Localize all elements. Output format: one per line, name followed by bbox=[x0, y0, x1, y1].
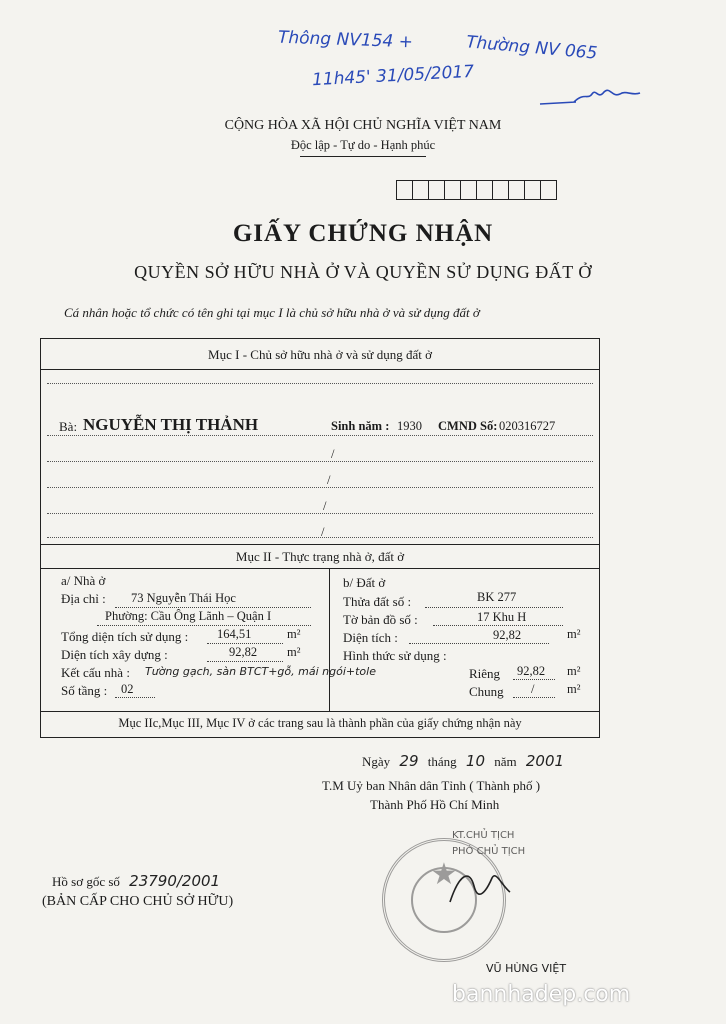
blank-slash: / bbox=[323, 499, 327, 513]
section-2-heading: Mục II - Thực trạng nhà ở, đất ở bbox=[235, 549, 405, 564]
land-title: b/ Đất ở bbox=[343, 575, 386, 590]
land-area-value: 92,82 bbox=[493, 628, 522, 642]
shared-label: Chung bbox=[469, 684, 504, 699]
land-area-unit: m² bbox=[567, 627, 581, 641]
blank-slash: / bbox=[321, 525, 325, 539]
blank-slash: / bbox=[331, 447, 335, 461]
total-area-value: 164,51 bbox=[217, 627, 252, 641]
handwritten-scribble-icon bbox=[536, 84, 646, 110]
position-1: KT.CHỦ TỊCH bbox=[452, 830, 515, 841]
parcel-label: Thửa đất số : bbox=[343, 594, 412, 609]
structure-value: Tường gạch, sàn BTCT+gỗ, mái ngói+tole bbox=[145, 665, 376, 678]
birth-year: 1930 bbox=[397, 419, 422, 433]
document-subtitle: QUYỀN SỞ HỮU NHÀ Ở VÀ QUYỀN SỬ DỤNG ĐẤT Ở bbox=[134, 262, 592, 282]
land-area-label: Diện tích : bbox=[343, 630, 398, 645]
handwritten-timestamp: 11h45' 31/05/2017 bbox=[311, 61, 475, 91]
structure-label: Kết cấu nhà : bbox=[61, 665, 130, 680]
build-area-value: 92,82 bbox=[229, 645, 258, 659]
blank-slash: / bbox=[327, 473, 331, 487]
date-year: 2001 bbox=[525, 752, 565, 770]
private-unit: m² bbox=[567, 664, 581, 678]
motto-underline bbox=[300, 156, 426, 157]
signer-name: VŨ HÙNG VIỆT bbox=[486, 962, 567, 975]
ward-value: Phường: Cầu Ông Lãnh – Quận I bbox=[105, 609, 272, 623]
official-seal: ★ bbox=[382, 838, 506, 962]
usage-label: Hình thức sử dụng : bbox=[343, 648, 447, 663]
record-line bbox=[52, 872, 220, 890]
id-number: 020316727 bbox=[499, 419, 556, 433]
floors-label: Số tầng : bbox=[61, 683, 108, 698]
total-area-label: Tổng diện tích sử dụng : bbox=[61, 629, 189, 644]
copy-note: (BẢN CẤP CHO CHỦ SỞ HỮU) bbox=[42, 894, 234, 909]
record-label: Hồ sơ gốc số bbox=[52, 874, 120, 889]
date-day: 29 bbox=[399, 752, 419, 770]
date-line: Ngày 29 tháng 10 năm 2001 bbox=[362, 752, 565, 770]
shared-value: / bbox=[531, 682, 535, 696]
authority-line-2: Thành Phố Hồ Chí Minh bbox=[370, 797, 500, 812]
private-label: Riêng bbox=[469, 666, 501, 681]
republic-heading: CỘNG HÒA XÃ HỘI CHỦ NGHĨA VIỆT NAM bbox=[224, 118, 502, 133]
build-area-unit: m² bbox=[287, 645, 301, 659]
map-value: 17 Khu H bbox=[477, 610, 527, 624]
date-month: 10 bbox=[465, 752, 485, 770]
position-2: PHÓ CHỦ TỊCH bbox=[452, 846, 526, 857]
document-title: GIẤY CHỨNG NHẬN bbox=[232, 220, 494, 247]
record-value: 23790/2001 bbox=[129, 872, 221, 890]
serial-number-boxes bbox=[396, 180, 556, 200]
id-label: CMND Số: bbox=[438, 419, 498, 433]
owner-name: NGUYỄN THỊ THẢNH bbox=[83, 415, 259, 434]
total-area-unit: m² bbox=[287, 627, 301, 641]
signature-icon bbox=[440, 862, 520, 912]
watermark: bannhadep.com bbox=[452, 982, 631, 1007]
address-label: Địa chỉ : bbox=[61, 591, 106, 606]
intro-text: Cá nhân hoặc tổ chức có tên ghi tại mục I là chủ sở hữu nhà ở và sử dụng đất ở bbox=[64, 305, 480, 320]
floors-value: 02 bbox=[121, 682, 134, 696]
authority-line-1: T.M Uỷ ban Nhân dân Tỉnh ( Thành phố ) bbox=[322, 778, 541, 793]
shared-unit: m² bbox=[567, 682, 581, 696]
section-1-heading: Mục I - Chủ sở hữu nhà ở và sử dụng đất ở bbox=[208, 347, 432, 362]
address-value: 73 Nguyễn Thái Học bbox=[131, 591, 236, 605]
build-area-label: Diện tích xây dựng : bbox=[61, 647, 168, 662]
certificate-table bbox=[40, 338, 600, 738]
birth-label: Sinh năm : bbox=[331, 419, 390, 433]
handwritten-note-left: Thông NV154 + bbox=[277, 27, 414, 53]
parcel-value: BK 277 bbox=[477, 590, 517, 604]
motto: Độc lập - Tự do - Hạnh phúc bbox=[290, 138, 436, 152]
private-value: 92,82 bbox=[517, 664, 546, 678]
footer-note: Mục IIc,Mục III, Mục IV ở các trang sau là thành phần của giấy chứng nhận này bbox=[118, 716, 522, 730]
map-label: Tờ bản đồ số : bbox=[343, 612, 418, 627]
handwritten-note-right: Thường NV 065 bbox=[465, 32, 599, 64]
owner-prefix: Bà: bbox=[59, 419, 78, 434]
house-title: a/ Nhà ở bbox=[61, 573, 106, 588]
